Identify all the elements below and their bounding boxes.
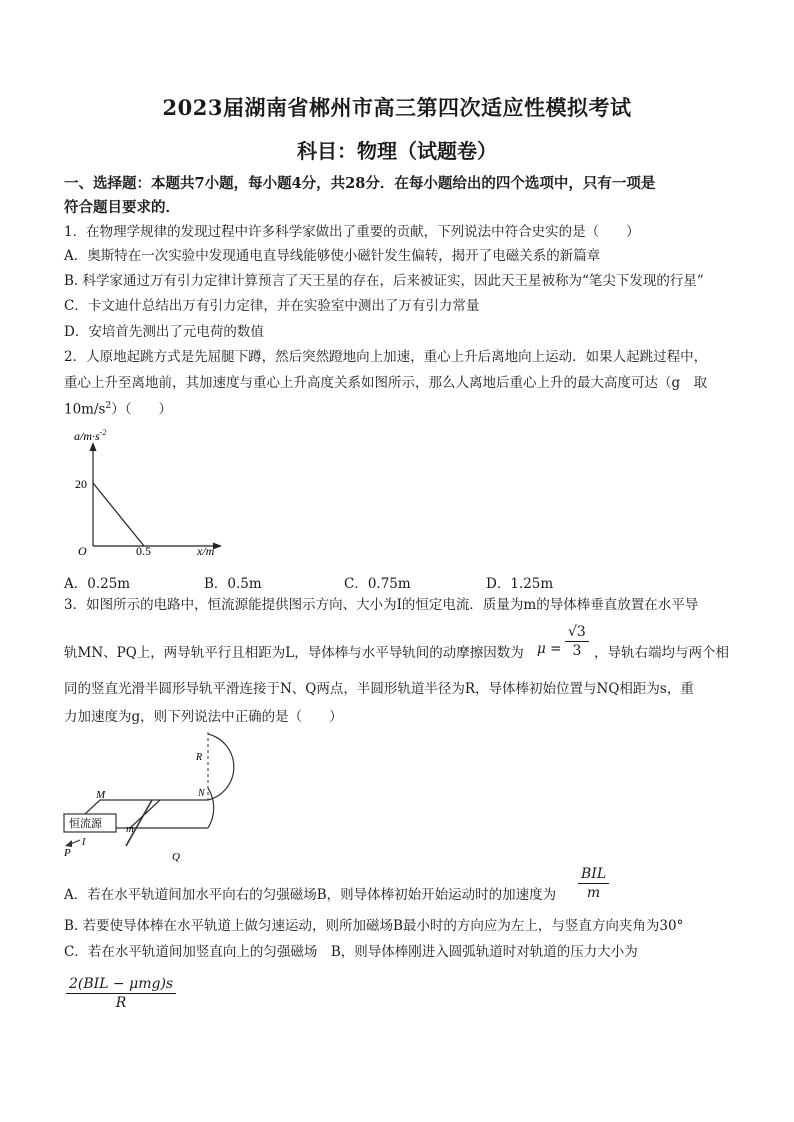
q3-mu-denominator: 3: [572, 643, 582, 659]
q2-option-b: B．0.5m: [204, 576, 262, 592]
q1-option-c: C．卡文迪什总结出万有引力定律，并在实验室中测出了万有引力常量: [64, 298, 480, 314]
label-n: N: [198, 788, 205, 799]
current-source-label: 恒流源: [69, 818, 102, 830]
q2-stem-line3: $10m/s^2$）（ ）: [64, 401, 172, 418]
q2-stem-line2: 重心上升至离地前，其加速度与重心上升高度关系如图所示，那么人离地后重心上升的最大高度可达（g 取: [64, 375, 708, 391]
label-p: P: [64, 847, 71, 859]
q3-stem-line2: 轨MN、PQ上，两导轨平行且相距为L，导体棒与水平导轨间的动摩擦因数为: [64, 645, 524, 661]
q1-stem: 1．在物理学规律的发现过程中许多科学家做出了重要的贡献，下列说法中符合史实的是（ ）: [64, 224, 640, 240]
q1-option-a: A．奥斯特在一次实验中发现通电直导线能够使小磁针发生偏转，揭开了电磁关系的新篇章: [64, 248, 601, 264]
exam-title: 2023届湖南省郴州市高三第四次适应性模拟考试: [162, 95, 632, 120]
q3-option-a-denominator: m: [586, 885, 601, 901]
q3-option-c-denominator: R: [115, 995, 127, 1011]
q1-option-d: D．安培首先测出了元电荷的数值: [64, 324, 264, 340]
label-current: I: [82, 837, 86, 848]
far-semicircle-track: [208, 734, 234, 800]
q3-option-a-numerator: BIL: [578, 866, 609, 884]
q3-mu-numerator: √3: [565, 624, 589, 642]
q3-option-c-fraction: [66, 976, 176, 1011]
y-axis-label: $a/m\cdot s^{-2}$: [74, 428, 107, 443]
q3-stem-line2-end: ，导轨右端均与两个相: [594, 645, 729, 661]
q3-option-c-numerator: 2(BIL − μmg)s: [66, 976, 176, 994]
exam-subject: 科目：物理（试题卷）: [297, 139, 497, 163]
y-axis-arrow: [90, 442, 97, 451]
q3-option-b: B. 若要使导体棒在水平轨道上做匀速运动，则所加磁场B最小时的方向应为左上，与竖直方向夹角为30°: [64, 918, 684, 934]
label-q: Q: [172, 851, 180, 863]
origin-label: O: [78, 544, 87, 558]
near-semicircle-track: [208, 788, 214, 828]
q3-option-a: A．若在水平轨道间加水平向右的匀强磁场B，则导体棒初始开始运动时的加速度为: [64, 887, 557, 903]
label-mass: m: [126, 823, 134, 835]
q3-stem-line1: 3．如图所示的电路中，恒流源能提供图示方向、大小为I的恒定电流．质量为m的导体棒垂直放置在水平导: [64, 597, 699, 613]
q3-stem-line3: 同的竖直光滑半圆形导轨平滑连接于N、Q两点，半圆形轨道半径为R，导体棒初始位置与NQ相距为s，重: [64, 681, 694, 697]
label-r: R: [196, 752, 203, 763]
q1-option-b: B. 科学家通过万有引力定律计算预言了天王星的存在，后来被证实，因此天王星被称为“笔尖下发现的行星”: [64, 273, 704, 289]
x-axis-label: x/m: [197, 544, 215, 558]
q3-option-a-fraction: [578, 866, 609, 901]
q3-stem-line4: 力加速度为g，则下列说法中正确的是（ ）: [64, 709, 343, 725]
x-tick-0.5: 0.5: [136, 544, 151, 558]
y-tick-20: 20: [75, 477, 87, 491]
q3-mu-fraction: [565, 624, 589, 659]
q2-option-c: C．0.75m: [344, 576, 411, 592]
current-arrow-head: [65, 840, 72, 847]
q3-mu-symbol: μ =: [537, 641, 562, 657]
x-axis-arrow: [213, 543, 222, 550]
q3-circuit-figure: [60, 728, 300, 868]
section-heading-line1: 一、选择题：本题共7小题，每小题4分，共28分．在每小题给出的四个选项中，只有一项是: [64, 175, 656, 192]
section-heading-line2: 符合题目要求的．: [64, 199, 180, 216]
label-m-upper: M: [96, 789, 106, 801]
acceleration-line: [93, 483, 144, 546]
q2-stem-line1: 2．人原地起跳方式是先屈腿下蹲，然后突然蹬地向上加速，重心上升后离地向上运动．如果人起跳过程中，: [64, 349, 708, 365]
q3-option-c: C．若在水平轨道间加竖直向上的匀强磁场 B，则导体棒刚进入圆弧轨道时对轨道的压力大小为: [64, 944, 638, 960]
q2-option-a: A．0.25m: [64, 576, 131, 592]
q2-acceleration-graph: [66, 428, 236, 560]
q2-option-d: D．1.25m: [486, 576, 554, 592]
